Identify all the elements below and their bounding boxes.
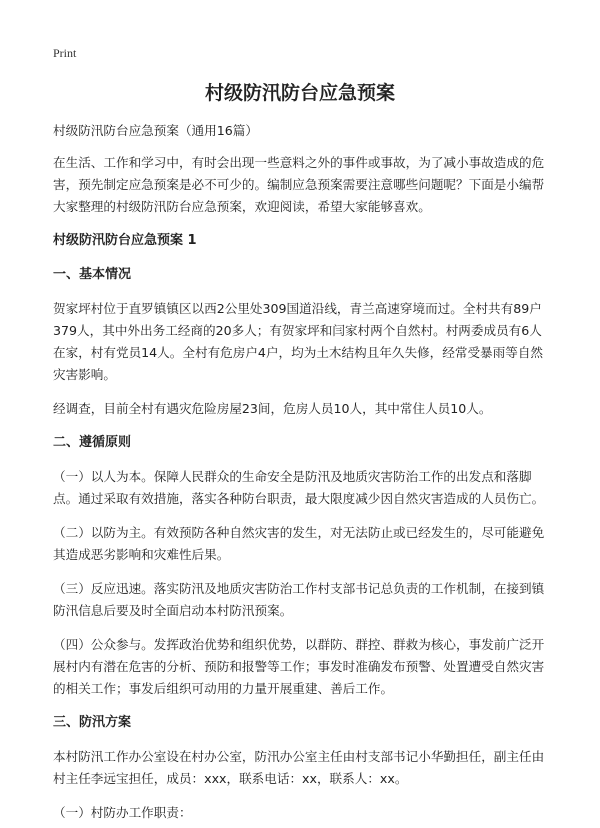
paragraph-survey: 经调查，目前全村有遇灾危险房屋23间，危房人员10人，其中常住人员10人。 [53,401,492,416]
heading-basic-situation: 一、基本情况 [53,267,132,282]
document-body [53,120,551,824]
intro-paragraph: 在生活、工作和学习中，有时会出现一些意料之外的事件或事故，为了减小事故造成的危害，预先制定应急预案是必不可少的。编制应急预案需要注意哪些问题呢？下面是小编帮大家整理的村级防汛防台应急预案，欢迎阅读，希望大家能够喜欢。 [53,155,545,214]
paragraph-flood-office: 本村防汛工作办公室设在村办公室，防汛办公室主任由村支部书记小华勤担任，副主任由村主任李远宝担任，成员：xxx，联系电话：xx，联系人：xx。 [53,749,545,786]
document-subtitle: 村级防汛防台应急预案（通用16篇） [53,123,258,138]
print-label: Print [53,46,77,60]
section-title: 村级防汛防台应急预案 1 [53,233,197,248]
page-title: 村级防汛防台应急预案 [204,82,395,104]
paragraph-office-duties: （一）村防办工作职责： [53,805,192,820]
paragraph-village-info: 贺家坪村位于直罗镇镇区以西2公里处309国道沿线，青兰高速穿境而过。全村共有89户379人，其中外出务工经商的20多人；有贺家坪和闫家村两个自然村。村两委成员有6人在家，村有党员14人。全村有危房户4户，均为土木结构且年久失修，经常受暴雨等自然灾害影响。 [53,301,544,382]
principle-public-participation: （四）公众参与。发挥政治优势和组织优势，以群防、群控、群救为核心，事发前广泛开展村内有潜在危害的分析、预防和报警等工作；事发时准确发布预警、处置遭受自然灾害的相关工作；事发后组织可动用的力量开展重建、善后工作。 [53,637,545,696]
heading-principles: 二、遵循原则 [53,435,132,450]
principle-rapid-response: （三）反应迅速。落实防汛及地质灾害防治工作村支部书记总负责的工作机制，在接到镇防汛信息后要及时全面启动本村防汛预案。 [53,581,545,618]
principle-prevention: （二）以防为主。有效预防各种自然灾害的发生，对无法防止或已经发生的，尽可能避免其造成恶劣影响和灾难性后果。 [53,525,545,562]
heading-flood-plan: 三、防汛方案 [53,715,132,730]
principle-people-first: （一）以人为本。保障人民群众的生命安全是防汛及地质灾害防治工作的出发点和落脚点。通过采取有效措施，落实各种防台职责，最大限度减少因自然灾害造成的人员伤亡。 [53,469,545,506]
